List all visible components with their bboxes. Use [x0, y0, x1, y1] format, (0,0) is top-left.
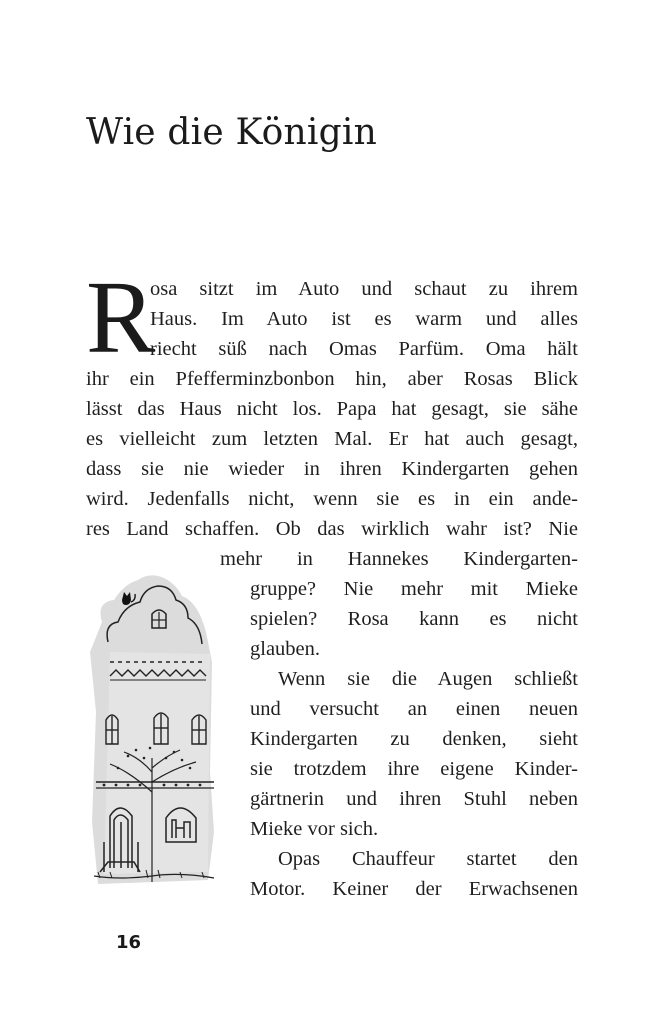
text-line: dass sie nie wieder in ihren Kindergarten gehen	[86, 458, 578, 480]
text-line: osa sitzt im Auto und schaut zu ihrem	[150, 278, 578, 300]
text-line: riecht süß nach Omas Parfüm. Oma hält	[150, 338, 578, 360]
chapter-title: Wie die Königin	[86, 112, 377, 153]
text-line: Opas Chauffeur startet den	[278, 848, 578, 870]
text-line: Haus. Im Auto ist es warm und alles	[150, 308, 578, 330]
text-line: gruppe? Nie mehr mit Mieke	[250, 578, 578, 600]
text-line: und versucht an einen neuen	[250, 698, 578, 720]
drop-cap: R	[86, 260, 156, 375]
text-line: spielen? Rosa kann es nicht	[250, 608, 578, 630]
page-number: 16	[116, 932, 142, 953]
text-line: es vielleicht zum letzten Mal. Er hat auch gesagt,	[86, 428, 578, 450]
text-line: Kindergarten zu denken, sieht	[250, 728, 578, 750]
text-line: mehr in Hannekes Kindergarten-	[220, 548, 578, 570]
text-line: wird. Jedenfalls nicht, wenn sie es in ein ande-	[86, 488, 578, 510]
text-line: Mieke vor sich.	[250, 818, 379, 840]
text-line: ihr ein Pfefferminzbonbon hin, aber Rosas Blick	[86, 368, 578, 390]
text-line: res Land schaffen. Ob das wirklich wahr ist? Nie	[86, 518, 578, 540]
text-line: Motor. Keiner der Erwachsenen	[250, 878, 578, 900]
text-line: glauben.	[250, 638, 321, 660]
house-drawing-icon	[80, 572, 230, 892]
text-line: lässt das Haus nicht los. Papa hat gesagt, sie sähe	[86, 398, 578, 420]
text-line: sie trotzdem ihre eigene Kinder-	[250, 758, 578, 780]
text-line: gärtnerin und ihren Stuhl neben	[250, 788, 578, 810]
text-line: Wenn sie die Augen schließt	[278, 668, 578, 690]
